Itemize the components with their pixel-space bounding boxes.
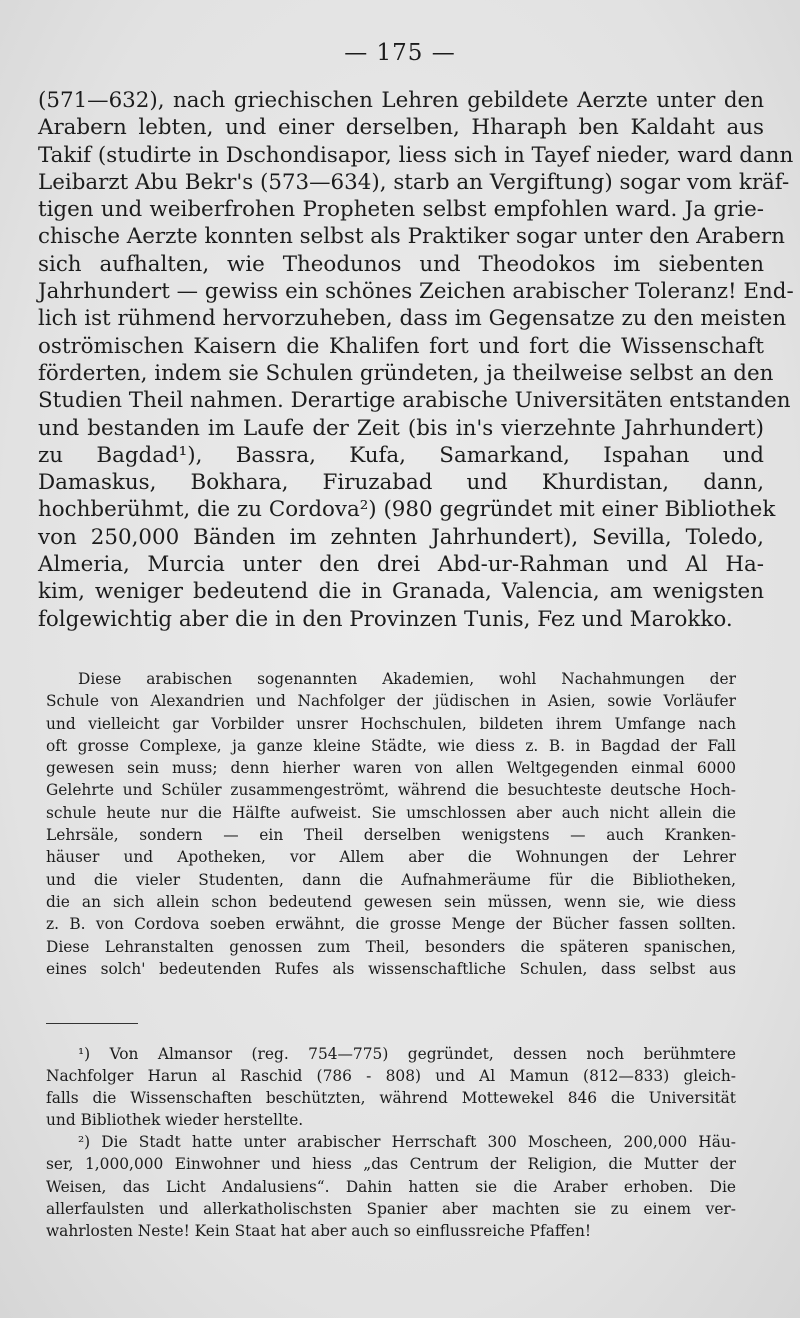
footnote-line: ²) Die Stadt hatte unter arabischer Herrschaft 300 Moscheen, 200,000 Häu- <box>78 1133 736 1152</box>
footnote-line: und Bibliothek wieder herstellte. <box>46 1111 304 1130</box>
text-line: Studien Theil nahmen. Derartige arabische Universitäten entstanden <box>38 388 791 414</box>
text-line: sich aufhalten, wie Theodunos und Theodokos im siebenten <box>38 251 764 277</box>
main-paragraph <box>38 87 794 633</box>
text-line: lich ist rühmend hervorzuheben, dass im Gegensatze zu den meisten <box>38 306 787 332</box>
note-line: oft grosse Complexe, ja ganze kleine Städte, wie diess z. B. in Bagdad der Fall <box>46 736 736 755</box>
text-line: chische Aerzte konnten selbst als Praktiker sogar unter den Arabern <box>38 224 785 250</box>
footnote-line: Nachfolger Harun al Raschid (786 - 808) und Al Mamun (812—833) gleich- <box>46 1067 736 1086</box>
footnote-line: wahrlosten Neste! Kein Staat hat aber auch so einflussreiche Pfaffen! <box>46 1221 592 1240</box>
footnote-divider <box>46 1023 138 1024</box>
text-line: Damaskus, Bokhara, Firuzabad und Khurdistan, dann, <box>38 470 764 496</box>
text-line: folgewichtig aber die in den Provinzen Tunis, Fez und Marokko. <box>38 606 733 632</box>
text-line: hochberühmt, die zu Cordova²) (980 gegründet mit einer Bibliothek <box>38 497 776 523</box>
note-line: gewesen sein muss; denn hierher waren von allen Weltgegenden einmal 6000 <box>46 759 736 778</box>
footnote-line: allerfaulsten und allerkatholischsten Spanier aber machten sie zu einem ver- <box>46 1199 736 1218</box>
text-line: (571—632), nach griechischen Lehren gebildete Aerzte unter den <box>38 88 764 113</box>
note-line: Gelehrte und Schüler zusammengeströmt, während die besuchteste deutsche Hoch- <box>46 781 736 800</box>
note-line: und die vieler Studenten, dann die Aufnahmeräume für die Bibliotheken, <box>46 870 736 889</box>
text-line: von 250,000 Bänden im zehnten Jahrhundert), Sevilla, Toledo, <box>38 524 764 550</box>
footnote-line: falls die Wissenschaften beschützten, während Mottewekel 846 die Universität <box>46 1089 736 1108</box>
note-line: und vielleicht gar Vorbilder unsrer Hochschulen, bildeten ihrem Umfange nach <box>46 714 736 733</box>
note-line: schule heute nur die Hälfte aufweist. Sie umschlossen aber auch nicht allein die <box>46 803 736 822</box>
footnote-line: Weisen, das Licht Andalusiens“. Dahin hatten sie die Araber erhoben. Die <box>46 1177 736 1196</box>
note-line: Schule von Alexandrien und Nachfolger der jüdischen in Asien, sowie Vorläufer <box>46 692 736 711</box>
note-line: Diese Lehranstalten genossen zum Theil, besonders die späteren spanischen, <box>46 937 736 956</box>
page-number: — 175 — <box>344 40 456 66</box>
text-line: Leibarzt Abu Bekr's (573—634), starb an Vergiftung) sogar vom kräf- <box>38 169 790 195</box>
text-line: zu Bagdad¹), Bassra, Kufa, Samarkand, Ispahan und <box>38 442 764 468</box>
note-line: z. B. von Cordova soeben erwähnt, die grosse Menge der Bücher fassen sollten. <box>46 915 736 934</box>
text-line: und bestanden im Laufe der Zeit (bis in's vierzehnte Jahrhundert) <box>38 415 764 441</box>
footnote-line: ¹) Von Almansor (reg. 754—775) gegründet, dessen noch berühmtere <box>78 1045 736 1063</box>
text-line: förderten, indem sie Schulen gründeten, ja theilweise selbst an den <box>38 360 774 386</box>
note-line: eines solch' bedeutenden Rufes als wissenschaftliche Schulen, dass selbst aus <box>46 959 736 978</box>
small-print-paragraph <box>46 668 736 980</box>
note-line: die an sich allein schon bedeutend gewesen sein müssen, wenn sie, wie diess <box>46 892 736 911</box>
text-line: kim, weniger bedeutend die in Granada, Valencia, am wenigsten <box>38 579 764 605</box>
note-line: Lehrsäle, sondern — ein Theil derselben wenigstens — auch Kranken- <box>46 826 736 845</box>
note-line: häuser und Apotheken, vor Allem aber die Wohnungen der Lehrer <box>46 848 736 867</box>
text-line: Almeria, Murcia unter den drei Abd-ur-Rahman und Al Ha- <box>38 552 764 578</box>
text-line: Takif (studirte in Dschondisapor, liess sich in Tayef nieder, ward dann <box>38 142 794 168</box>
footnote-line: ser, 1,000,000 Einwohner und hiess „das Centrum der Religion, die Mutter der <box>46 1155 736 1174</box>
note-line: Diese arabischen sogenannten Akademien, wohl Nachahmungen der <box>78 670 736 688</box>
text-line: Arabern lebten, und einer derselben, Hharaph ben Kaldaht aus <box>38 115 764 141</box>
text-line: Jahrhundert — gewiss ein schönes Zeichen arabischer Toleranz! End- <box>38 279 794 305</box>
text-line: tigen und weiberfrohen Propheten selbst empfohlen ward. Ja grie- <box>38 197 764 223</box>
text-line: oströmischen Kaisern die Khalifen fort und fort die Wissenschaft <box>38 333 764 359</box>
footnotes <box>46 1043 736 1242</box>
